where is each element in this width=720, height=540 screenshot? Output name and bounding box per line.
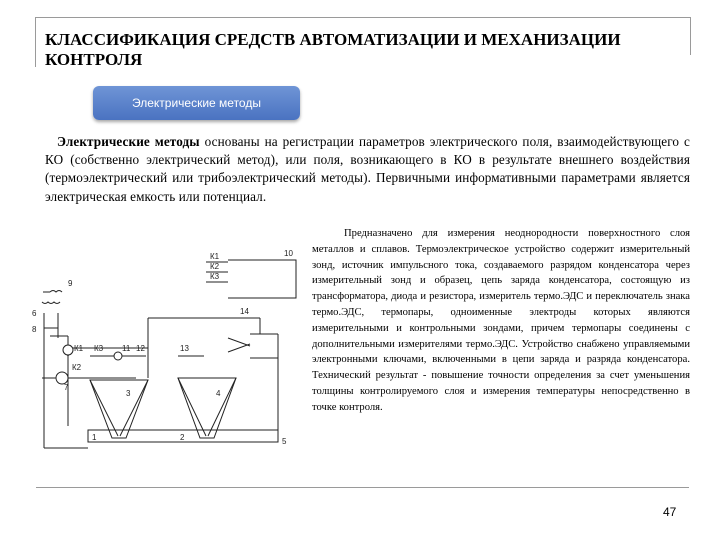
label-k2-out: К2: [210, 262, 220, 271]
label-k3-out: К3: [210, 272, 220, 281]
frame-left-line: [35, 17, 36, 67]
label-10: 10: [284, 249, 293, 258]
label-8: 8: [32, 325, 37, 334]
label-7: 7: [64, 383, 69, 392]
thermocouple-3: [90, 380, 148, 438]
label-3: 3: [126, 389, 131, 398]
label-1: 1: [92, 433, 97, 442]
label-k1: К1: [74, 344, 84, 353]
footer-divider: [36, 487, 689, 488]
label-2: 2: [180, 433, 185, 442]
device-description: Предназначено для измерения неоднородности поверхностного слоя металлов и сплавов. Термоэлектрическое устройство содержит измерительный зонд, источник импульсного тока, создаваемого разрядом конденсатора через измерительный зонд и образец, цепь заряда конденсатора, состоящую из трансформатора, диода и резистора, измеритель термо.ЭДС и переключатель знака термо.ЭДС, термопары, одноименные электроды которых являются измерительными и контрольными зондами, причем термопары соединены с дополнительными измерителями термо.ЭДС. Устройство снабжено управляемыми электронными ключами, включенными в цепи заряда и разряда конденсатора. Технический результат - повышение точности определения за счет уменьшения толщины контролируемого слоя и измерения температуры непосредственно в точке контроля.: [312, 228, 690, 413]
circuit-diagram: [28, 238, 308, 453]
label-12: 12: [136, 344, 145, 353]
intro-paragraph: [45, 133, 690, 206]
label-k2: К2: [72, 363, 82, 372]
label-k1-out: К1: [210, 252, 220, 261]
intro-lead: Электрические методы: [57, 134, 200, 149]
output-box: [228, 260, 296, 298]
label-6: 6: [32, 309, 37, 318]
label-9: 9: [68, 279, 73, 288]
frame-top-line: [35, 17, 690, 18]
page-number: 47: [663, 505, 677, 519]
section-label-button[interactable]: Электрические методы: [93, 86, 300, 120]
label-k3: К3: [94, 344, 104, 353]
slide-title: КЛАССИФИКАЦИЯ СРЕДСТВ АВТОМАТИЗАЦИИ И МЕХАНИЗАЦИИ КОНТРОЛЯ: [45, 30, 621, 69]
label-13: 13: [180, 344, 189, 353]
label-4: 4: [216, 389, 221, 398]
frame-right-line: [690, 17, 691, 55]
thermocouple-4: [178, 378, 236, 438]
label-11: 11: [122, 344, 131, 353]
intro-text: основаны на регистрации параметров электрического поля, взаимодействующего с КО (собственно электрический метод), или поля, возникающего в КО в результате внешнего воздействия (термоэлектрический или трибоэлектрический методы). Первичными информативными параметрами является электрическая емкость или потенциал.: [45, 134, 690, 204]
label-5: 5: [282, 437, 287, 446]
label-14: 14: [240, 307, 249, 316]
